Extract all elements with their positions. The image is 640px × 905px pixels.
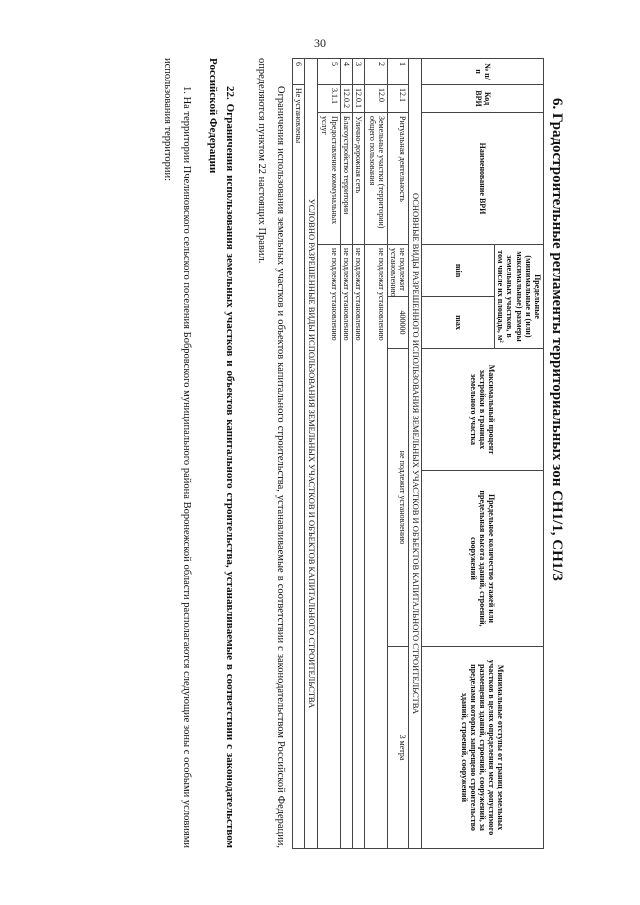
row-name: Ритуальная деятельность bbox=[387, 113, 408, 245]
table-row bbox=[364, 59, 387, 849]
row-value: не подлежат установлению bbox=[340, 245, 352, 849]
header-name: Наименование ВРИ bbox=[422, 113, 544, 245]
section-main-title: ОСНОВНЫЕ ВИДЫ РАЗРЕШЕННОГО ИСПОЛЬЗОВАНИЯ ЗЕМЕЛЬНЫХ УЧАСТКОВ И ОБЪЕКТОВ КАПИТАЛЬНОГО СТРОИТЕЛЬСТВА bbox=[409, 59, 422, 849]
row-name: Благоустройство территории bbox=[340, 113, 352, 245]
header-setback: Минимальные отступы от границ земельных участков в целях определения мест допустимого размещения зданий, строений, сооружений, за пределами которых запрещено строительство зданий, строений, сооружений bbox=[422, 647, 544, 849]
row-num: 4 bbox=[340, 59, 352, 85]
row-code: 12.0 bbox=[364, 85, 387, 113]
row-num: 6 bbox=[292, 59, 304, 85]
regulations-table bbox=[292, 58, 544, 849]
row-name: Предоставление коммунальных услуг bbox=[317, 113, 340, 245]
table-row bbox=[340, 59, 352, 849]
row-num: 3 bbox=[352, 59, 364, 85]
table-row bbox=[387, 59, 408, 849]
row-setback: 3 метра bbox=[387, 647, 408, 849]
row-max: 400000 bbox=[387, 297, 408, 349]
header-code: Код ВРИ bbox=[422, 85, 544, 113]
row-num: 1 bbox=[387, 59, 408, 85]
paragraph-restrictions: Ограничения использования земельных участков и объектов капитального строительства, устанавливаемые в соответствии с законодательством Российской Федерации, определяются пунктом 22 настоящих Правил. bbox=[255, 58, 286, 848]
row-name: Земельные участки (территории) общего пользования bbox=[364, 113, 387, 245]
row-code: 3.1.1 bbox=[317, 85, 340, 113]
header-floors: Предельное количество этажей или предельная высота зданий, строений, сооружений bbox=[422, 471, 544, 647]
rotated-content bbox=[60, 58, 570, 848]
paragraph-zones: 1. На территории Пчелиновского сельского поселения Бобровского муниципального района Воронежской области располагаются следующие зоны с особыми условиями использования территории: bbox=[161, 58, 192, 848]
table-row bbox=[317, 59, 340, 849]
header-num: № п/п bbox=[422, 59, 544, 85]
row-min: не подлежит установлению bbox=[387, 245, 408, 297]
row-num: 2 bbox=[364, 59, 387, 85]
row-value: не подлежат установлению bbox=[364, 245, 387, 849]
row-value: не подлежат установлению bbox=[352, 245, 364, 849]
row-percent-floors: не подлежит установлению bbox=[387, 349, 408, 647]
row-text: Не установлены bbox=[292, 85, 304, 849]
table-row bbox=[352, 59, 364, 849]
header-area-min: min bbox=[422, 245, 495, 297]
header-area: Предельные (минимальные и (или) максимальные) размеры земельных участков, в том числе их площадь, м² bbox=[495, 245, 544, 349]
header-area-max: max bbox=[422, 297, 495, 349]
row-code: 12.0.2 bbox=[340, 85, 352, 113]
row-num: 5 bbox=[317, 59, 340, 85]
page-number: 30 bbox=[314, 36, 326, 50]
row-code: 12.0.1 bbox=[352, 85, 364, 113]
row-code: 12.1 bbox=[387, 85, 408, 113]
row-value: не подлежат установлению bbox=[317, 245, 340, 849]
clause-22-heading: 22. Ограничения использования земельных участков и объектов капитального строительства, устанавливаемые в соответствии с законодательством Российской Федерации bbox=[206, 58, 236, 848]
table-row bbox=[292, 59, 304, 849]
document-heading: 6. Градостроительные регламенты территориальных зон СН1/1, СН1/3 bbox=[549, 98, 565, 581]
section-conditional-title: УСЛОВНО РАЗРЕШЕННЫЕ ВИДЫ ИСПОЛЬЗОВАНИЯ ЗЕМЕЛЬНЫХ УЧАСТКОВ И ОБЪЕКТОВ КАПИТАЛЬНОГО СТРОИТЕЛЬСТВА bbox=[304, 59, 317, 849]
header-percent: Максимальный процент застройки в границах земельного участка bbox=[422, 349, 544, 471]
row-name: Улично-дорожная сеть bbox=[352, 113, 364, 245]
